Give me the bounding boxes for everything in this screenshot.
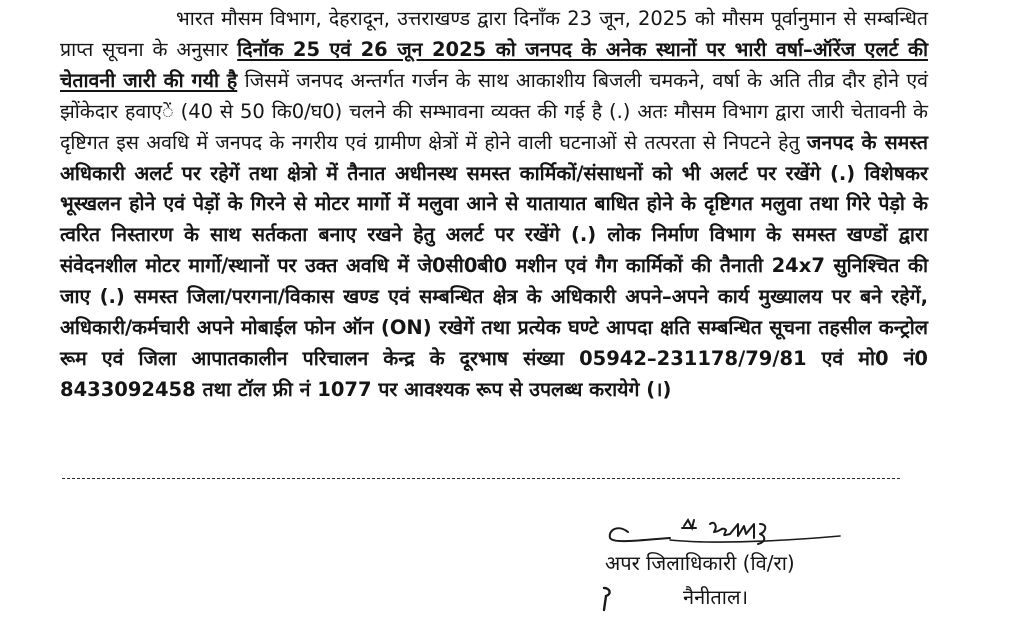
- paragraph-directives: जनपद के समस्त अधिकारी अलर्ट पर रहेगें तथा क्षेत्रो में तैनात अधीनस्थ समस्त कार्मिकों/संसाधनों को भी अलर्ट पर रखेंगे (.) विशेषकर भूस्खलन होने एवं पेड़ों के गिरने से मोटर मार्गो में मलुवा आने से यातायात बाधित होने के दृष्टिगत मलुवा तथा गिरे पेड़ो के त्वरित निस्तारण के साथ सर्तकता बनाए रखने हेतु अलर्ट पर रखेंगे (.) लोक निर्माण विभाग के समस्त खण्डों द्वारा संवेदनशील मोटर मार्गो/स्थानों पर उक्त अवधि में जे0सी0बी0 मशीन एवं गैग कार्मिकों की तैनाती 24x7 सुनिश्चित की जाए (.) समस्त जिला/परगना/विकास खण्ड एवं सम्बन्धित क्षेत्र के अधिकारी अपने–अपने कार्य मुख्यालय पर बने रहेगें, अधिकारी/कर्मचारी अपने मोबाईल फोन ऑन (ON) रखेगें तथा प्रत्येक घण्टे आपदा क्षति सम्बन्धित सूचना तहसील कन्ट्रोल रूम एवं जिला आपातकालीन परिचालन केन्द्र के दूरभाष संख्या 05942–231178/79/81 एवं मो0 नं0 8433092458 तथा टॉल फ्री नं 1077 पर आवश्यक रूप से उपलब्ध करायेगे (।): [60, 130, 928, 401]
- handwritten-initial-mark: [590, 582, 620, 612]
- orange-alert-highlight: दिनॉक 25 एवं 26 जून 2025 को जनपद के अनेक स्थानों पर भारी वर्षा–ऑरेंज एलर्ट की चेतावनी जारी की गयी है: [60, 37, 928, 92]
- paragraph-intro: भारत मौसम विभाग, देहरादून, उत्तराखण्ड द्वारा दिनाँक 23 जून, 2025 को मौसम पूर्वानुमान से सम्बन्धित प्राप्त सूचना के अनुसार: [60, 7, 928, 61]
- paragraph-details: जिसमें जनपद अन्तर्गत गर्जन के साथ आकाशीय बिजली चमकने, वर्षा के अति तीव्र दौर होने एवं झोंकेदार हवाएें (40 से 50 कि0/घ0) चलने की सम्भावना व्यक्त की गई है (.) अतः मौसम विभाग द्वारा जारी चेतावनी के दृष्टिगत इस अवधि में जनपद के नगरीय एवं ग्रामीण क्षेत्रों में होने वाली घटनाओं से तत्परता से निपटने हेतु: [60, 68, 928, 154]
- signatory-place: नैनीताल।: [683, 585, 749, 609]
- handwritten-signature: [600, 510, 860, 550]
- letter-body: [60, 4, 928, 406]
- letter-paragraph: [60, 4, 928, 406]
- separator-line: [62, 478, 900, 479]
- signatory-block: [605, 546, 795, 614]
- signatory-designation: अपर जिलाधिकारी (वि/रा): [605, 551, 795, 575]
